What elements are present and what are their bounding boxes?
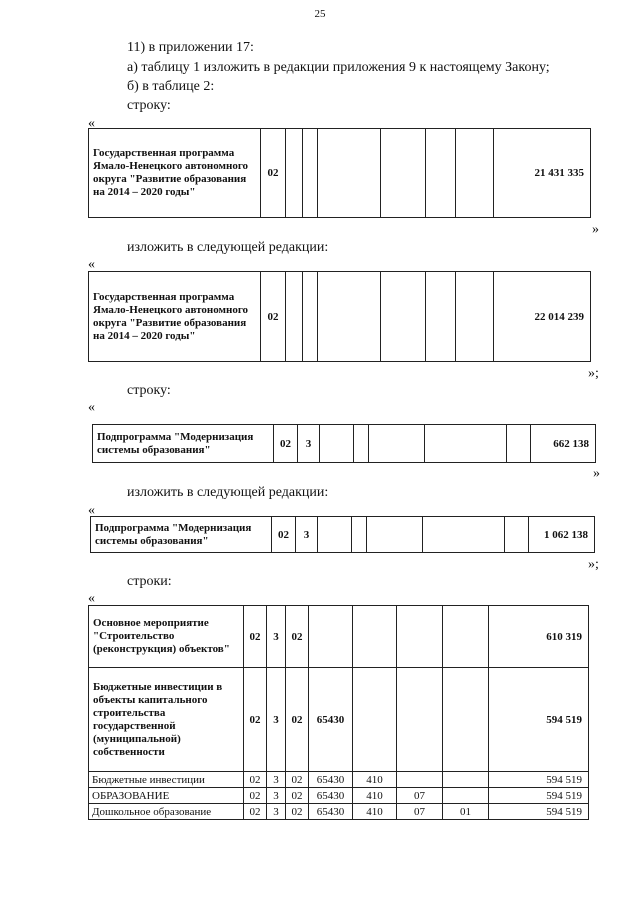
sub-code-cell: 3 — [267, 804, 286, 820]
program-name-cell: Государственная программа Ямало-Ненецкого автономного округа "Развитие образования на 2014 – 2020 годы" — [89, 272, 261, 362]
amendment-sub-a: а) таблицу 1 изложить в редакции приложения 9 к настоящему Закону; — [127, 60, 550, 75]
sub-code-cell: 3 — [267, 668, 286, 772]
table-program-new — [88, 271, 591, 362]
subsection-cell — [443, 788, 489, 804]
subsection-cell — [443, 668, 489, 772]
row-name-cell: Бюджетные инвестиции — [89, 772, 244, 788]
section-cell — [397, 606, 443, 668]
amendment-sub-b: б) в таблице 2: — [127, 79, 215, 94]
quote-open-1: « — [88, 116, 95, 131]
code-cell: 02 — [244, 804, 267, 820]
sub-code-cell: 3 — [296, 517, 318, 553]
expense-type-cell — [353, 668, 397, 772]
subsection-cell — [443, 606, 489, 668]
row-word-2: строку: — [127, 383, 171, 398]
amount-cell: 1 062 138 — [529, 517, 595, 553]
section-cell — [397, 772, 443, 788]
quote-open-5: « — [88, 591, 95, 606]
table-subprogram-new — [90, 516, 595, 553]
program-name-cell: Государственная программа Ямало-Ненецкого автономного округа "Развитие образования на 2014 – 2020 годы" — [89, 129, 261, 218]
sub-code-cell: 3 — [267, 606, 286, 668]
table-row — [89, 668, 589, 772]
activity-code-cell: 02 — [286, 606, 309, 668]
direction-code-cell: 65430 — [309, 788, 353, 804]
section-cell: 07 — [397, 788, 443, 804]
quote-close-semi-2: »; — [588, 557, 599, 572]
table-row — [89, 804, 589, 820]
amount-cell: 594 519 — [489, 804, 589, 820]
row-name-cell: Дошкольное образование — [89, 804, 244, 820]
subsection-cell: 01 — [443, 804, 489, 820]
row-name-cell: Бюджетные инвестиции в объекты капитального строительства государственной (муниципальной) собственности — [89, 668, 244, 772]
sub-code-cell: 3 — [267, 772, 286, 788]
quote-open-2: « — [88, 257, 95, 272]
subprogram-name-cell: Подпрограмма "Модернизация системы образования" — [91, 517, 272, 553]
expense-type-cell: 410 — [353, 772, 397, 788]
section-cell — [397, 668, 443, 772]
expense-type-cell: 410 — [353, 804, 397, 820]
sub-code-cell: 3 — [267, 788, 286, 804]
amount-cell: 662 138 — [531, 425, 596, 463]
quote-open-3: « — [88, 400, 95, 415]
code-cell: 02 — [272, 517, 296, 553]
rows-word: строки: — [127, 574, 172, 589]
activity-code-cell: 02 — [286, 668, 309, 772]
code-cell: 02 — [261, 272, 286, 362]
sub-code-cell: 3 — [298, 425, 320, 463]
section-cell: 07 — [397, 804, 443, 820]
code-cell: 02 — [244, 788, 267, 804]
amount-cell: 594 519 — [489, 788, 589, 804]
table-row — [89, 788, 589, 804]
row-word-1: строку: — [127, 98, 171, 113]
amount-cell: 610 319 — [489, 606, 589, 668]
direction-code-cell: 65430 — [309, 772, 353, 788]
code-cell: 02 — [244, 606, 267, 668]
expense-type-cell: 410 — [353, 788, 397, 804]
direction-code-cell — [309, 606, 353, 668]
code-cell: 02 — [244, 668, 267, 772]
activity-code-cell: 02 — [286, 804, 309, 820]
code-cell: 02 — [274, 425, 298, 463]
edit-phrase-1: изложить в следующей редакции: — [127, 240, 329, 255]
subprogram-name-cell: Подпрограмма "Модернизация системы образования" — [93, 425, 274, 463]
code-cell: 02 — [261, 129, 286, 218]
row-name-cell: Основное мероприятие "Строительство (реконструкция) объектов" — [89, 606, 244, 668]
edit-phrase-2: изложить в следующей редакции: — [127, 485, 329, 500]
page-number: 25 — [314, 8, 326, 20]
amendment-item: 11) в приложении 17: — [127, 40, 254, 55]
quote-open-4: « — [88, 503, 95, 518]
direction-code-cell: 65430 — [309, 804, 353, 820]
table-program-old — [88, 128, 591, 218]
amount-cell: 22 014 239 — [494, 272, 591, 362]
quote-close-2: » — [593, 466, 600, 481]
quote-close-1: » — [592, 222, 599, 237]
activity-code-cell: 02 — [286, 788, 309, 804]
quote-close-semi-1: »; — [588, 366, 599, 381]
table-row — [89, 606, 589, 668]
table-activities — [88, 605, 589, 820]
activity-code-cell: 02 — [286, 772, 309, 788]
code-cell: 02 — [244, 772, 267, 788]
amount-cell: 594 519 — [489, 668, 589, 772]
expense-type-cell — [353, 606, 397, 668]
amount-cell: 594 519 — [489, 772, 589, 788]
subsection-cell — [443, 772, 489, 788]
table-row — [89, 772, 589, 788]
table-subprogram-old — [92, 424, 596, 463]
row-name-cell: ОБРАЗОВАНИЕ — [89, 788, 244, 804]
amount-cell: 21 431 335 — [494, 129, 591, 218]
direction-code-cell: 65430 — [309, 668, 353, 772]
